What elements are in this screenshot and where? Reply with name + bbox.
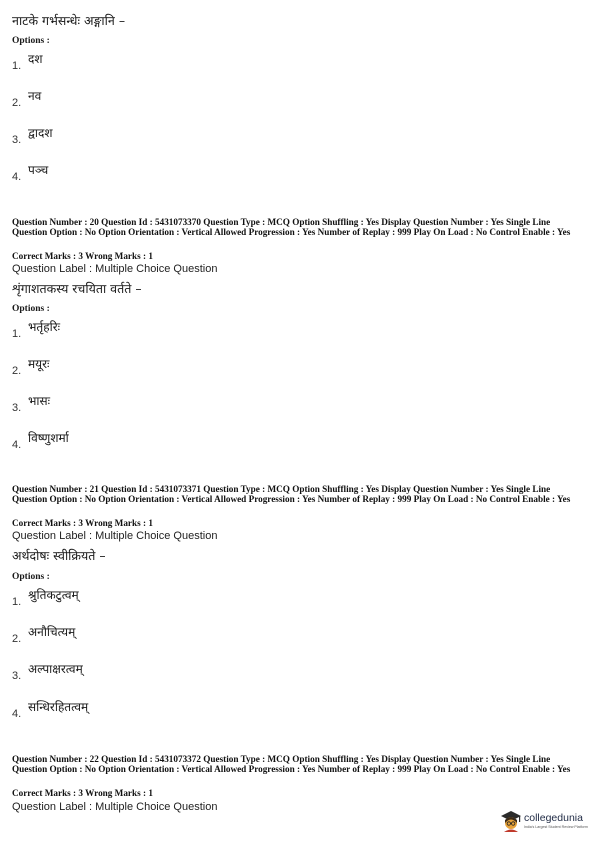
options-label: Options :	[12, 572, 50, 582]
option-text: मयूरः	[28, 357, 50, 371]
option-text: भर्तृहरिः	[28, 320, 61, 334]
option-2[interactable]	[12, 87, 312, 109]
question-meta: Question Number : 21 Question Id : 5431073371 Question Type : MCQ Option Shuffling : Yes Display Question Number : Yes Single Line Question Option : No Option Orientation : Vertical Allowed Progression : Yes Number of Replay : 999 Play On Load : No Control Enable : Yes	[12, 484, 571, 505]
option-1[interactable]	[12, 50, 312, 72]
option-3[interactable]	[12, 392, 312, 414]
question-meta: Question Number : 22 Question Id : 5431073372 Question Type : MCQ Option Shuffling : Yes Display Question Number : Yes Single Line Question Option : No Option Orientation : Vertical Allowed Progression : Yes Number of Replay : 999 Play On Load : No Control Enable : Yes	[12, 754, 571, 775]
option-4[interactable]	[12, 698, 312, 720]
option-number: 2.	[12, 97, 22, 109]
option-number: 3.	[12, 670, 22, 682]
option-number: 1.	[12, 596, 22, 608]
option-text: सन्धिरहितत्वम्	[28, 700, 89, 714]
option-2[interactable]	[12, 623, 312, 645]
option-number: 2.	[12, 633, 22, 645]
option-text: अनौचित्यम्	[28, 625, 76, 639]
graduate-avatar-icon	[500, 810, 522, 832]
option-4[interactable]	[12, 161, 312, 183]
question-meta: Question Number : 20 Question Id : 5431073370 Question Type : MCQ Option Shuffling : Yes Display Question Number : Yes Single Line Question Option : No Option Orientation : Vertical Allowed Progression : Yes Number of Replay : 999 Play On Load : No Control Enable : Yes	[12, 217, 571, 238]
option-1[interactable]	[12, 318, 312, 340]
question-marks: Correct Marks : 3 Wrong Marks : 1	[12, 518, 153, 528]
question-label: Question Label : Multiple Choice Question	[12, 263, 218, 275]
option-3[interactable]	[12, 124, 312, 146]
logo-name: collegedunia	[524, 812, 583, 824]
option-number: 4.	[12, 439, 22, 451]
option-number: 4.	[12, 171, 22, 183]
options-label: Options :	[12, 304, 50, 314]
option-3[interactable]	[12, 660, 312, 682]
question-text: नाटके गर्भसन्धेः अङ्गानि –	[12, 13, 126, 28]
option-text: श्रुतिकटुत्वम्	[28, 588, 79, 602]
option-number: 1.	[12, 60, 22, 72]
option-text: अल्पाक्षरत्वम्	[28, 662, 83, 676]
option-number: 4.	[12, 708, 22, 720]
option-number: 1.	[12, 328, 22, 340]
option-text: पञ्च	[28, 163, 49, 177]
question-label: Question Label : Multiple Choice Question	[12, 530, 218, 542]
options-label: Options :	[12, 36, 50, 46]
option-text: भासः	[28, 394, 51, 408]
option-number: 3.	[12, 134, 22, 146]
logo-tagline: India's Largest Student Review Platform	[524, 825, 588, 829]
option-text: नव	[28, 89, 42, 103]
option-number: 3.	[12, 402, 22, 414]
option-4[interactable]	[12, 429, 312, 451]
collegedunia-logo[interactable]	[500, 808, 590, 834]
option-1[interactable]	[12, 586, 312, 608]
option-number: 2.	[12, 365, 22, 377]
question-text: अर्थदोषः स्वीक्रियते –	[12, 548, 106, 563]
option-text: द्वादश	[28, 126, 53, 140]
option-2[interactable]	[12, 355, 312, 377]
option-text: विष्णुशर्मा	[28, 431, 69, 445]
question-label: Question Label : Multiple Choice Question	[12, 801, 218, 813]
option-text: दश	[28, 52, 43, 66]
question-text: शृंगाशतकस्य रचयिता वर्तते –	[12, 281, 142, 296]
question-marks: Correct Marks : 3 Wrong Marks : 1	[12, 788, 153, 798]
question-marks: Correct Marks : 3 Wrong Marks : 1	[12, 251, 153, 261]
